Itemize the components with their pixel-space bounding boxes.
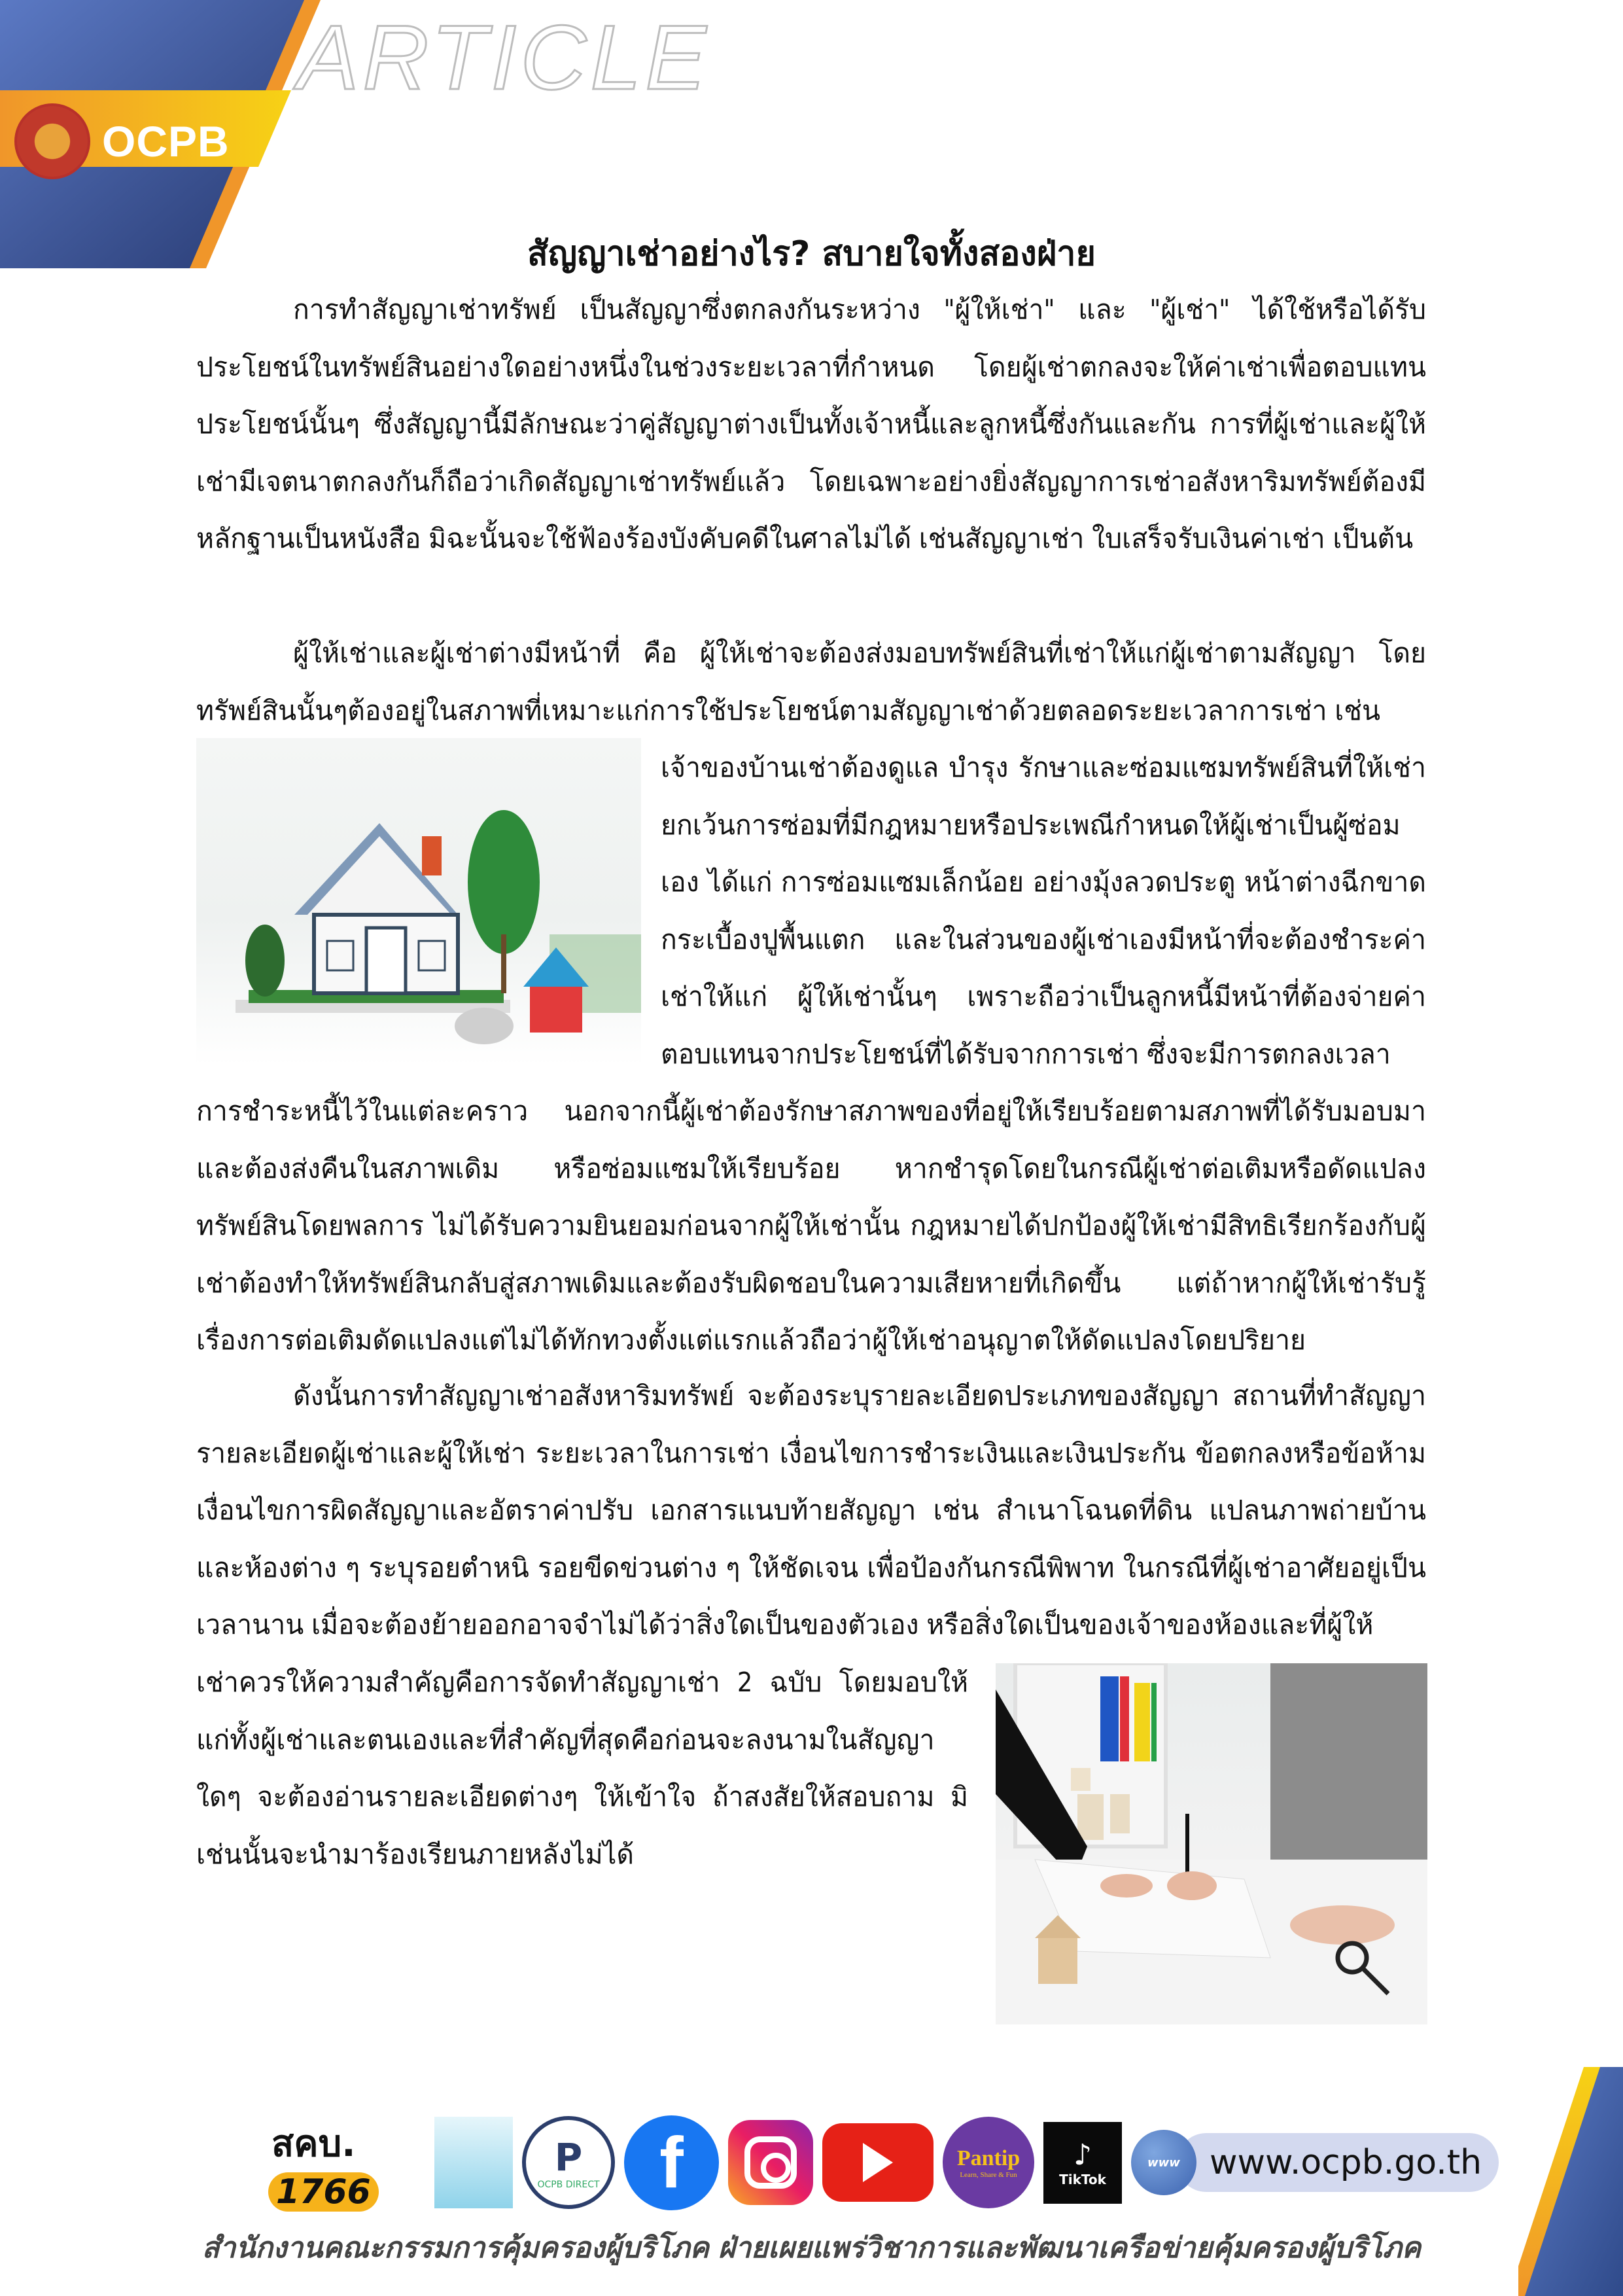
youtube-icon[interactable] xyxy=(822,2123,934,2202)
pantip-icon[interactable]: Pantip Learn, Share & Fun xyxy=(943,2117,1034,2208)
contract-illustration xyxy=(996,1663,1427,2024)
paragraph-2-continued: การชำระหนี้ไว้ในแต่ละคราว นอกจากนี้ผู้เช่าต้องรักษาสภาพของที่อยู่ให้เรียบร้อยตามสภาพที่ได้รับมอบมาและต้องส่งคืนในสภาพเดิม หรือซ่อมแซมให้เรียบร้อย หากชำรุดโดยในกรณีผู้เช่าต่อเติมหรือดัดแปลงทรัพย์สินโดยพลการ ไม่ได้รับความยินยอมก่อนจากผู้ให้เช่านั้น กฎหมายได้ปกป้องผู้ให้เช่ามีสิทธิเรียกร้องกับผู้เช่าต้องทำให้ทรัพย์สินกลับสู่สภาพเดิมและต้องรับผิดชอบในความเสียหายที่เกิดขึ้น แต่ถ้าหากผู้ให้เช่ารับรู้เรื่องการต่อเติมดัดแปลงแต่ไม่ได้ทักทวงตั้งแต่แรกแล้วถือว่าผู้ให้เช่าอนุญาตให้ดัดแปลงโดยปริยาย xyxy=(196,1095,1426,1356)
brand-name: OCPB xyxy=(102,117,230,166)
website-url: www.ocpb.go.th xyxy=(1177,2133,1499,2192)
mascot-icon xyxy=(434,2117,513,2208)
article-watermark: ARTICLE xyxy=(298,6,710,109)
ocpb-direct-icon[interactable]: P OCPB DIRECT xyxy=(522,2116,615,2209)
facebook-icon[interactable]: f xyxy=(624,2115,719,2210)
footer-social-bar xyxy=(236,2117,1499,2212)
ocpb-logo[interactable] xyxy=(14,103,230,179)
hotline-1766-badge[interactable]: สคบ. 1766 xyxy=(236,2120,425,2205)
paragraph-1: การทำสัญญาเช่าทรัพย์ เป็นสัญญาซึ่งตกลงกันระหว่าง "ผู้ให้เช่า" และ "ผู้เช่า" ได้ใช้หรือได้รับประโยชน์ในทรัพย์สินอย่างใดอย่างหนึ่งในช่วงระยะเวลาที่กำหนด โดยผู้เช่าตกลงจะให้ค่าเช่าเพื่อตอบแทนประโยชน์นั้นๆ ซึ่งสัญญานี้มีลักษณะว่าคู่สัญญาต่างเป็นทั้งเจ้าหนี้และลูกหนี้ซึ่งกันและกัน การที่ผู้เช่าและผู้ให้เช่ามีเจตนาตกลงกันก็ถือว่าเกิดสัญญาเช่าทรัพย์แล้ว โดยเฉพาะอย่างยิ่งสัญญาการเช่าอสังหาริมทรัพย์ต้องมีหลักฐานเป็นหนังสือ มิฉะนั้นจะใช้ฟ้องร้องบังคับคดีในศาลไม่ได้ เช่นสัญญาเช่า ใบเสร็จรับเงินค่าเช่า เป็นต้น xyxy=(196,294,1426,554)
house-illustration xyxy=(196,738,641,1065)
paragraph-3-wrapped: เช่าควรให้ความสำคัญคือการจัดทำสัญญาเช่า 2 ฉบับ โดยมอบให้แก่ทั้งผู้เช่าและตนเองและที่สำคัญที่สุดคือก่อนจะลงนามในสัญญาใดๆ จะต้องอ่านรายละเอียดต่างๆ ให้เข้าใจ ถ้าสงสัยให้สอบถาม มิเช่นนั้นจะนำมาร้องเรียนภายหลังไม่ได้ xyxy=(196,1667,968,1870)
website-link[interactable] xyxy=(1131,2130,1499,2195)
paragraph-2-wrapped: เจ้าของบ้านเช่าต้องดูแล บำรุง รักษาและซ่อมแซมทรัพย์สินที่ให้เช่า ยกเว้นการซ่อมที่มีกฎหมายหรือประเพณีกำหนดให้ผู้เช่าเป็นผู้ซ่อมเอง ได้แก่ การซ่อมแซมเล็กน้อย อย่างมุ้งลวดประตู หน้าต่างฉีกขาด กระเบื้องปูพื้นแตก และในส่วนของผู้เช่าเองมีหน้าที่จะต้องชำระค่าเช่าให้แก่ ผู้ให้เช่านั้นๆ เพราะถือว่าเป็นลูกหนี้มีหน้าที่ต้องจ่ายค่าตอบแทนจากประโยชน์ที่ได้รับจากการเช่า ซึ่งจะมีการตกลงเวลา xyxy=(661,752,1426,1070)
instagram-icon[interactable] xyxy=(728,2120,813,2205)
article-title: สัญญาเช่าอย่างไร? สบายใจทั้งสองฝ่าย xyxy=(527,234,1096,274)
paragraph-2-lead: ผู้ให้เช่าและผู้เช่าต่างมีหน้าที่ คือ ผู้ให้เช่าจะต้องส่งมอบทรัพย์สินที่เช่าให้แก่ผู้เช่าตามสัญญา โดยทรัพย์สินนั้นๆต้องอยู่ในสภาพที่เหมาะแก่การใช้ประโยชน์ตามสัญญาเช่าด้วยตลอดระยะเวลาการเช่า เช่น xyxy=(196,637,1426,726)
organization-name: สำนักงานคณะกรรมการคุ้มครองผู้บริโภค ฝ่ายเผยแพร่วิชาการและพัฒนาเครือข่ายคุ้มครองผู้บริโภค xyxy=(201,2231,1422,2265)
globe-icon: www xyxy=(1131,2130,1196,2195)
tiktok-icon[interactable]: ♪ TikTok xyxy=(1043,2122,1122,2204)
contract-signing-image xyxy=(996,1663,1427,2024)
house-model-image xyxy=(196,738,641,1065)
paragraph-3: ดังนั้นการทำสัญญาเช่าอสังหาริมทรัพย์ จะต้องระบุรายละเอียดประเภทของสัญญา สถานที่ทำสัญญา รายละเอียดผู้เช่าและผู้ให้เช่า ระยะเวลาในการเช่า เงื่อนไขการชำระเงินและเงินประกัน ข้อตกลงหรือข้อห้ามเงื่อนไขการผิดสัญญาและอัตราค่าปรับ เอกสารแนบท้ายสัญญา เช่น สำเนาโฉนดที่ดิน แปลนภาพถ่ายบ้านและห้องต่าง ๆ ระบุรอยตำหนิ รอยขีดข่วนต่าง ๆ ให้ชัดเจน เพื่อป้องกันกรณีพิพาท ในกรณีที่ผู้เช่าอาศัยอยู่เป็นเวลานาน เมื่อจะต้องย้ายออกอาจจำไม่ได้ว่าสิ่งใดเป็นของตัวเอง หรือสิ่งใดเป็นของเจ้าของห้องและที่ผู้ให้ xyxy=(196,1380,1426,1640)
ocpb-seal-icon xyxy=(14,103,90,179)
